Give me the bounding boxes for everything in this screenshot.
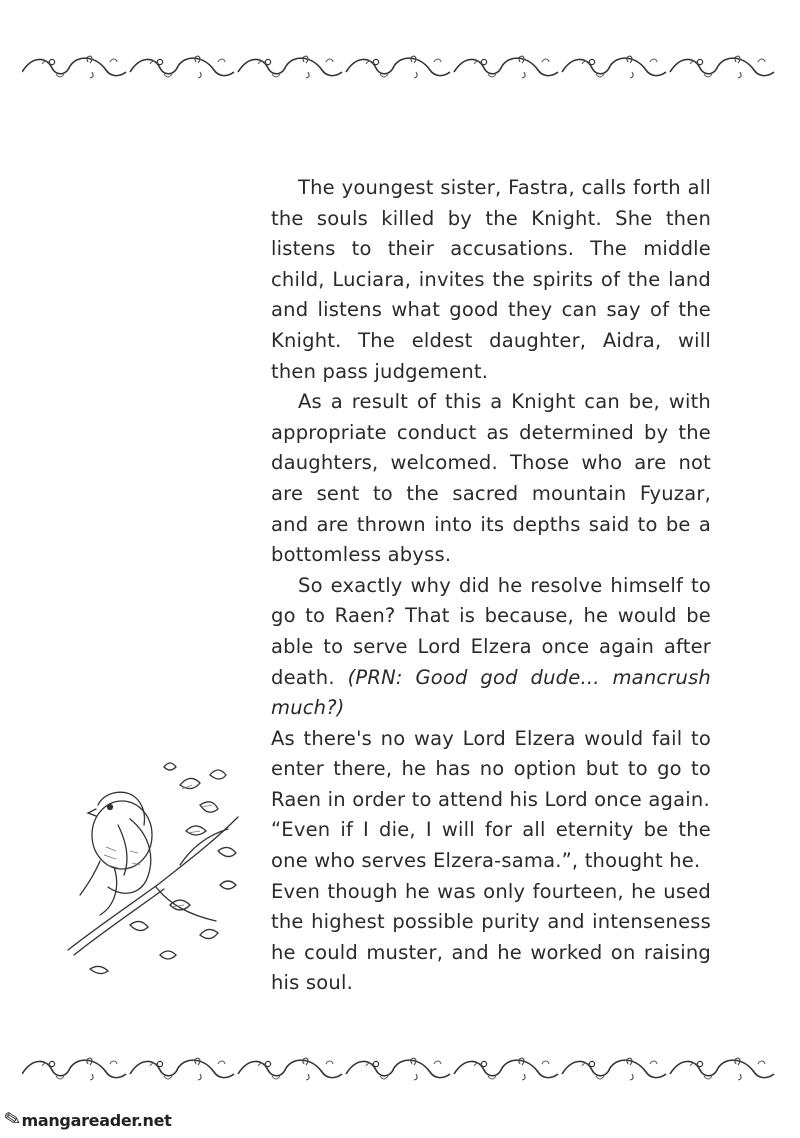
paragraph-5: “Even if I die, I will for all eternity be the one who serves Elzera-sama.”, thought he. [271, 818, 711, 873]
ornamental-border-top [22, 50, 778, 90]
paragraph-2: As a result of this a Knight can be, with appropriate conduct as determined by the daughters, welcomed. Those who are not are sent to the sacred mountain Fyuzar, and are thrown into its depths said to be a bottomless abyss. [271, 390, 711, 567]
ornamental-border-bottom [22, 1052, 778, 1092]
page-text [271, 173, 711, 999]
watermark-text: mangareader.net [21, 1111, 172, 1130]
paragraph-3-text: So exactly why did he resolve himself to go to Raen? That is because, he would be able to serve Lord Elzera once again after death. [271, 573, 711, 689]
site-watermark [1, 1105, 172, 1133]
paragraph-4: As there's no way Lord Elzera would fail to enter there, he has no option but to go to Raen in order to attend his Lord once again. [271, 726, 711, 811]
bird-on-branch-illustration [60, 755, 250, 975]
watermark-logo-icon: ✎ [1, 1105, 23, 1133]
paragraph-1: The youngest sister, Fastra, calls forth all the souls killed by the Knight. She then listens to their accusations. The middle child, Luciara, invites the spirits of the land and listens what good they can say of the Knight. The eldest daughter, Aidra, will then pass judgement. [271, 176, 711, 383]
paragraph-3 [271, 571, 711, 724]
translator-note: (PRN: Good god dude... mancrush much?) [271, 665, 711, 720]
paragraph-6: Even though he was only fourteen, he used the highest possible purity and intenseness he could muster, and he worked on raising his soul. [271, 879, 711, 995]
